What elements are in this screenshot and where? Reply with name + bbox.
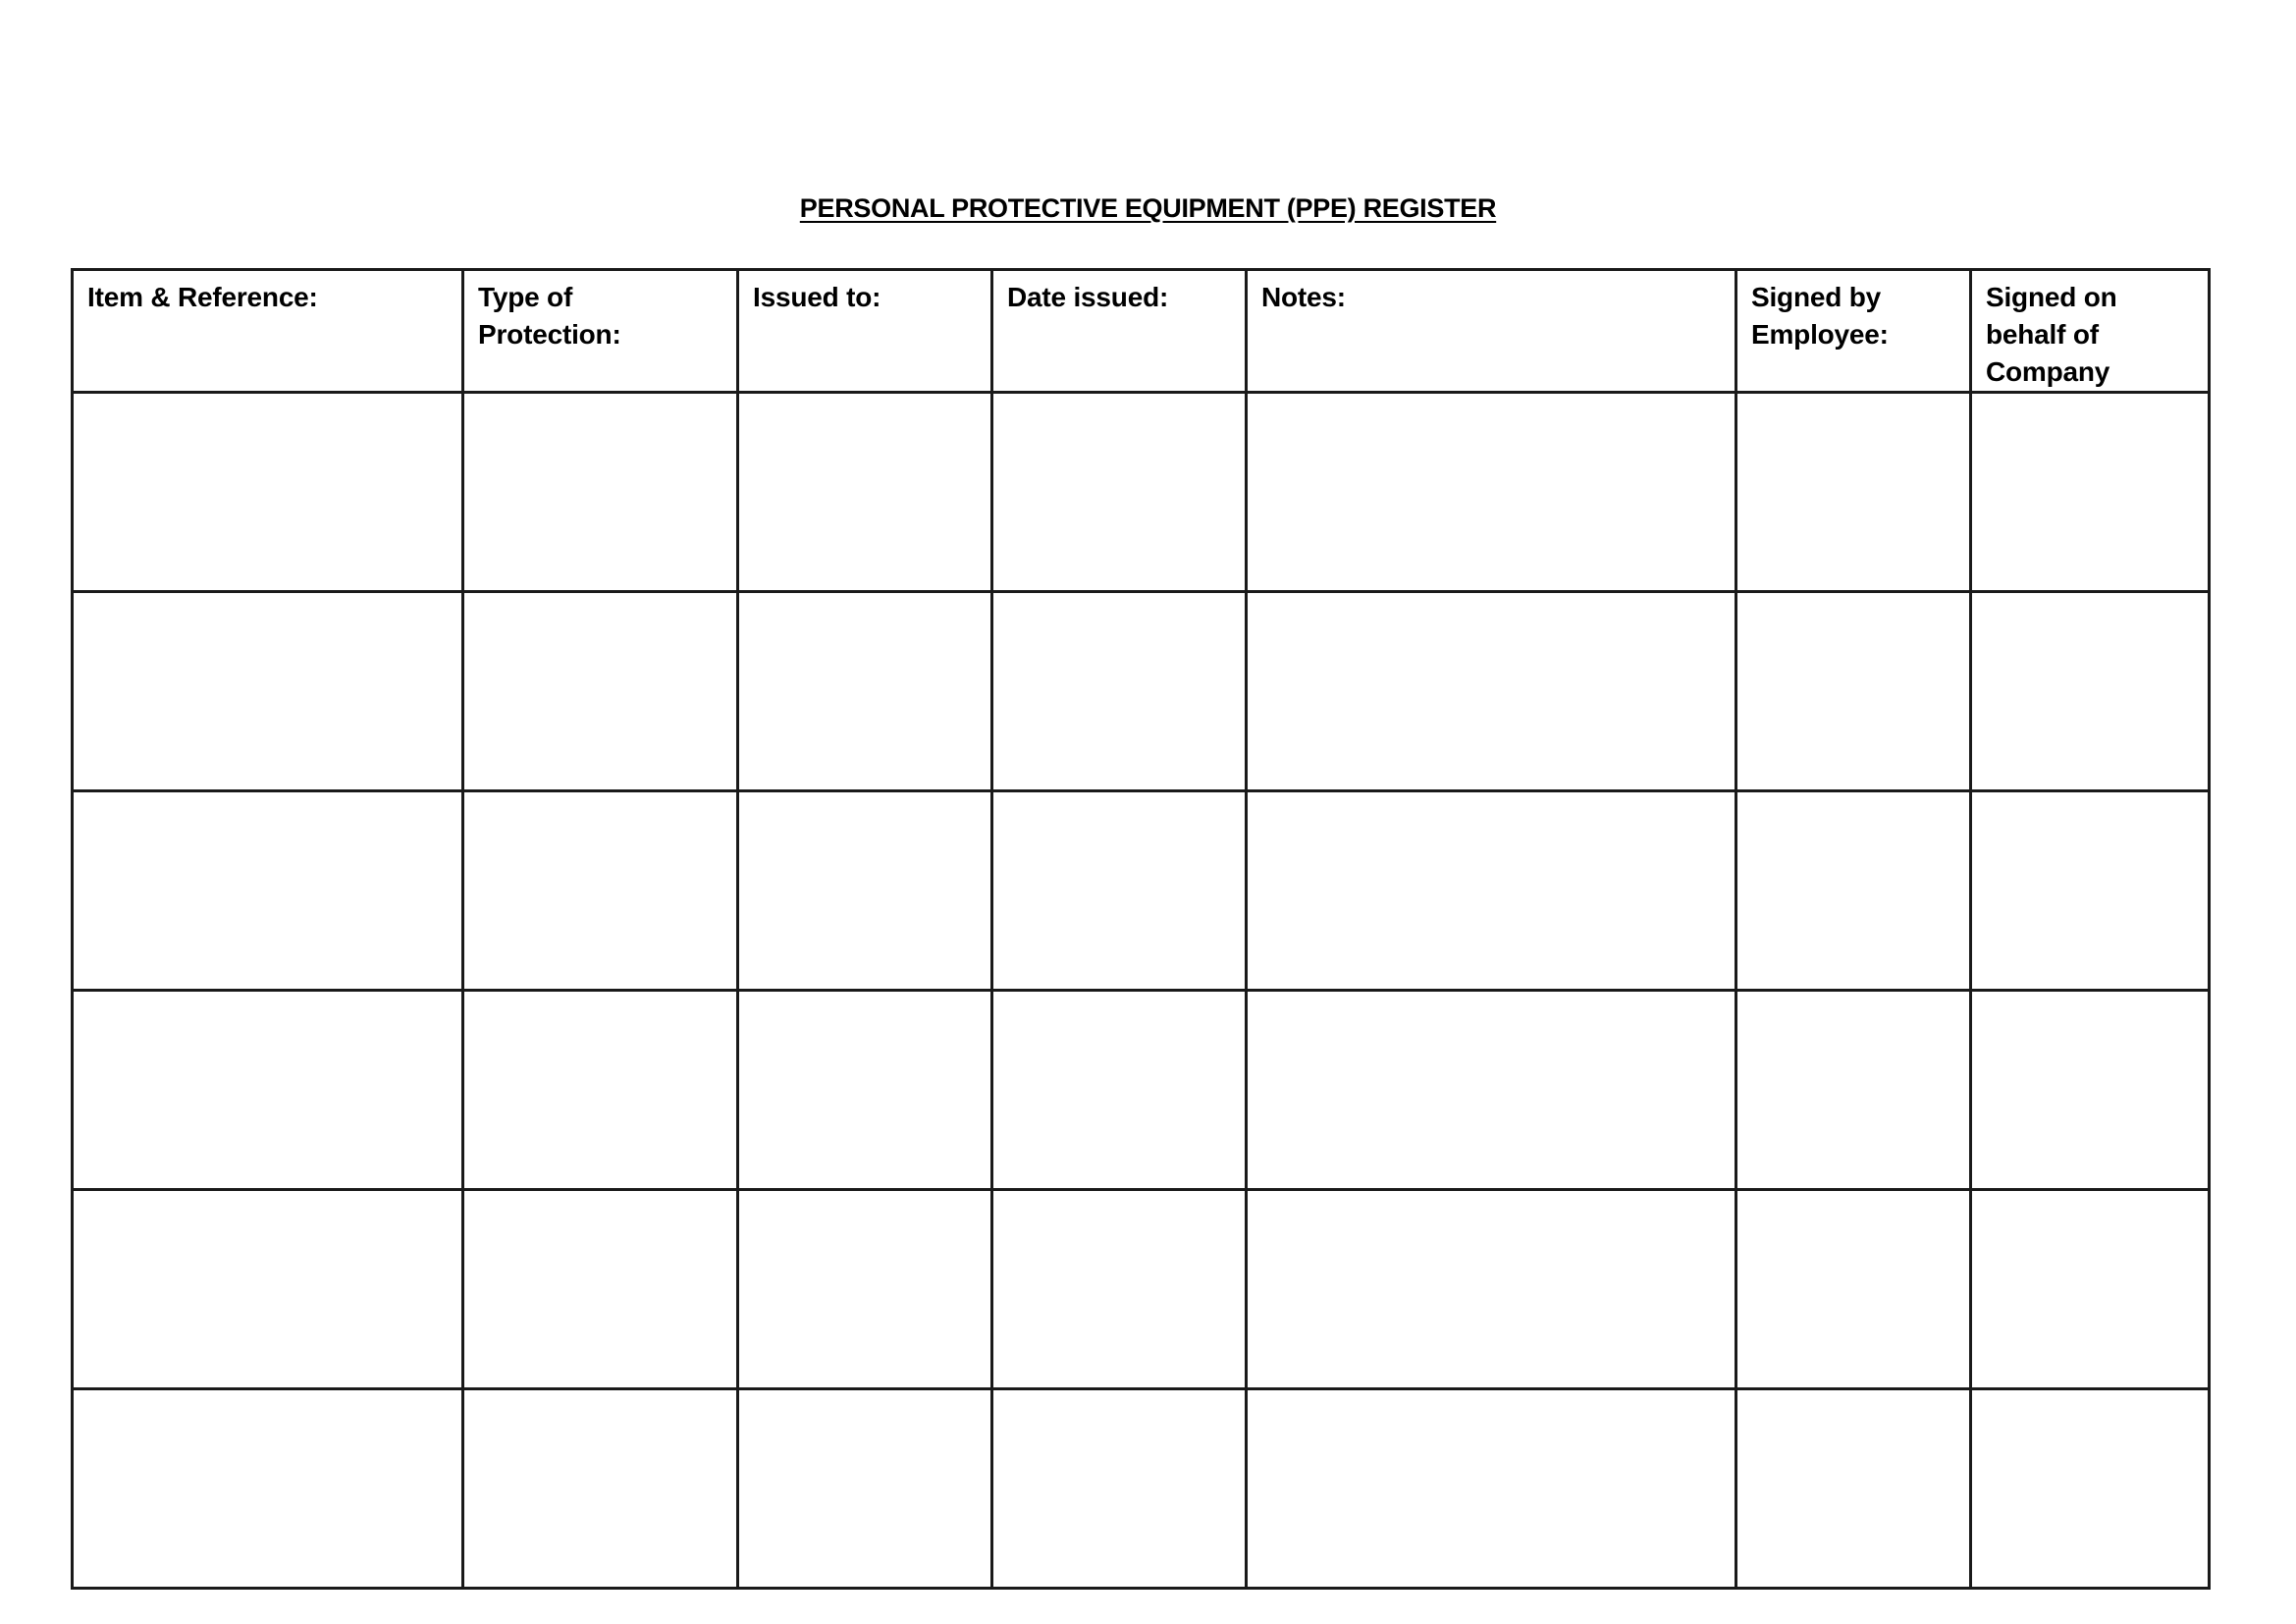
item-reference-cell[interactable] xyxy=(73,592,463,791)
header-signed-by-employee: Signed by Employee: xyxy=(1736,270,1971,393)
notes-cell[interactable] xyxy=(1247,1389,1736,1589)
table-row xyxy=(73,791,2210,991)
signed-on-behalf-cell[interactable] xyxy=(1971,1389,2210,1589)
date-issued-cell[interactable] xyxy=(992,1190,1247,1389)
issued-to-cell[interactable] xyxy=(738,1190,992,1389)
issued-to-cell[interactable] xyxy=(738,592,992,791)
notes-cell[interactable] xyxy=(1247,991,1736,1190)
signed-on-behalf-cell[interactable] xyxy=(1971,791,2210,991)
signed-by-employee-cell[interactable] xyxy=(1736,991,1971,1190)
item-reference-cell[interactable] xyxy=(73,1190,463,1389)
type-of-protection-cell[interactable] xyxy=(463,991,738,1190)
date-issued-cell[interactable] xyxy=(992,1389,1247,1589)
header-notes: Notes: xyxy=(1247,270,1736,393)
date-issued-cell[interactable] xyxy=(992,393,1247,592)
header-date-issued: Date issued: xyxy=(992,270,1247,393)
issued-to-cell[interactable] xyxy=(738,991,992,1190)
notes-cell[interactable] xyxy=(1247,393,1736,592)
signed-by-employee-cell[interactable] xyxy=(1736,791,1971,991)
signed-on-behalf-cell[interactable] xyxy=(1971,592,2210,791)
signed-by-employee-cell[interactable] xyxy=(1736,1389,1971,1589)
item-reference-cell[interactable] xyxy=(73,393,463,592)
signed-on-behalf-cell[interactable] xyxy=(1971,393,2210,592)
signed-by-employee-cell[interactable] xyxy=(1736,1190,1971,1389)
ppe-register-table xyxy=(71,268,2211,1590)
item-reference-cell[interactable] xyxy=(73,791,463,991)
notes-cell[interactable] xyxy=(1247,592,1736,791)
table-row xyxy=(73,1389,2210,1589)
table-row xyxy=(73,592,2210,791)
header-issued-to: Issued to: xyxy=(738,270,992,393)
signed-by-employee-cell[interactable] xyxy=(1736,592,1971,791)
issued-to-cell[interactable] xyxy=(738,393,992,592)
page-title: PERSONAL PROTECTIVE EQUIPMENT (PPE) REGISTER xyxy=(799,193,1497,223)
type-of-protection-cell[interactable] xyxy=(463,592,738,791)
item-reference-cell[interactable] xyxy=(73,1389,463,1589)
signed-by-employee-cell[interactable] xyxy=(1736,393,1971,592)
register-body xyxy=(73,393,2210,1589)
notes-cell[interactable] xyxy=(1247,1190,1736,1389)
header-item-reference: Item & Reference: xyxy=(73,270,463,393)
date-issued-cell[interactable] xyxy=(992,791,1247,991)
header-type-of-protection: Type of Protection: xyxy=(463,270,738,393)
date-issued-cell[interactable] xyxy=(992,592,1247,791)
table-row xyxy=(73,393,2210,592)
issued-to-cell[interactable] xyxy=(738,1389,992,1589)
notes-cell[interactable] xyxy=(1247,791,1736,991)
header-row xyxy=(73,270,2210,393)
table-row xyxy=(73,991,2210,1190)
type-of-protection-cell[interactable] xyxy=(463,791,738,991)
item-reference-cell[interactable] xyxy=(73,991,463,1190)
type-of-protection-cell[interactable] xyxy=(463,1190,738,1389)
table-row xyxy=(73,1190,2210,1389)
date-issued-cell[interactable] xyxy=(992,991,1247,1190)
type-of-protection-cell[interactable] xyxy=(463,1389,738,1589)
signed-on-behalf-cell[interactable] xyxy=(1971,991,2210,1190)
type-of-protection-cell[interactable] xyxy=(463,393,738,592)
issued-to-cell[interactable] xyxy=(738,791,992,991)
header-signed-on-behalf-of-company: Signed on behalf of Company xyxy=(1971,270,2210,393)
signed-on-behalf-cell[interactable] xyxy=(1971,1190,2210,1389)
